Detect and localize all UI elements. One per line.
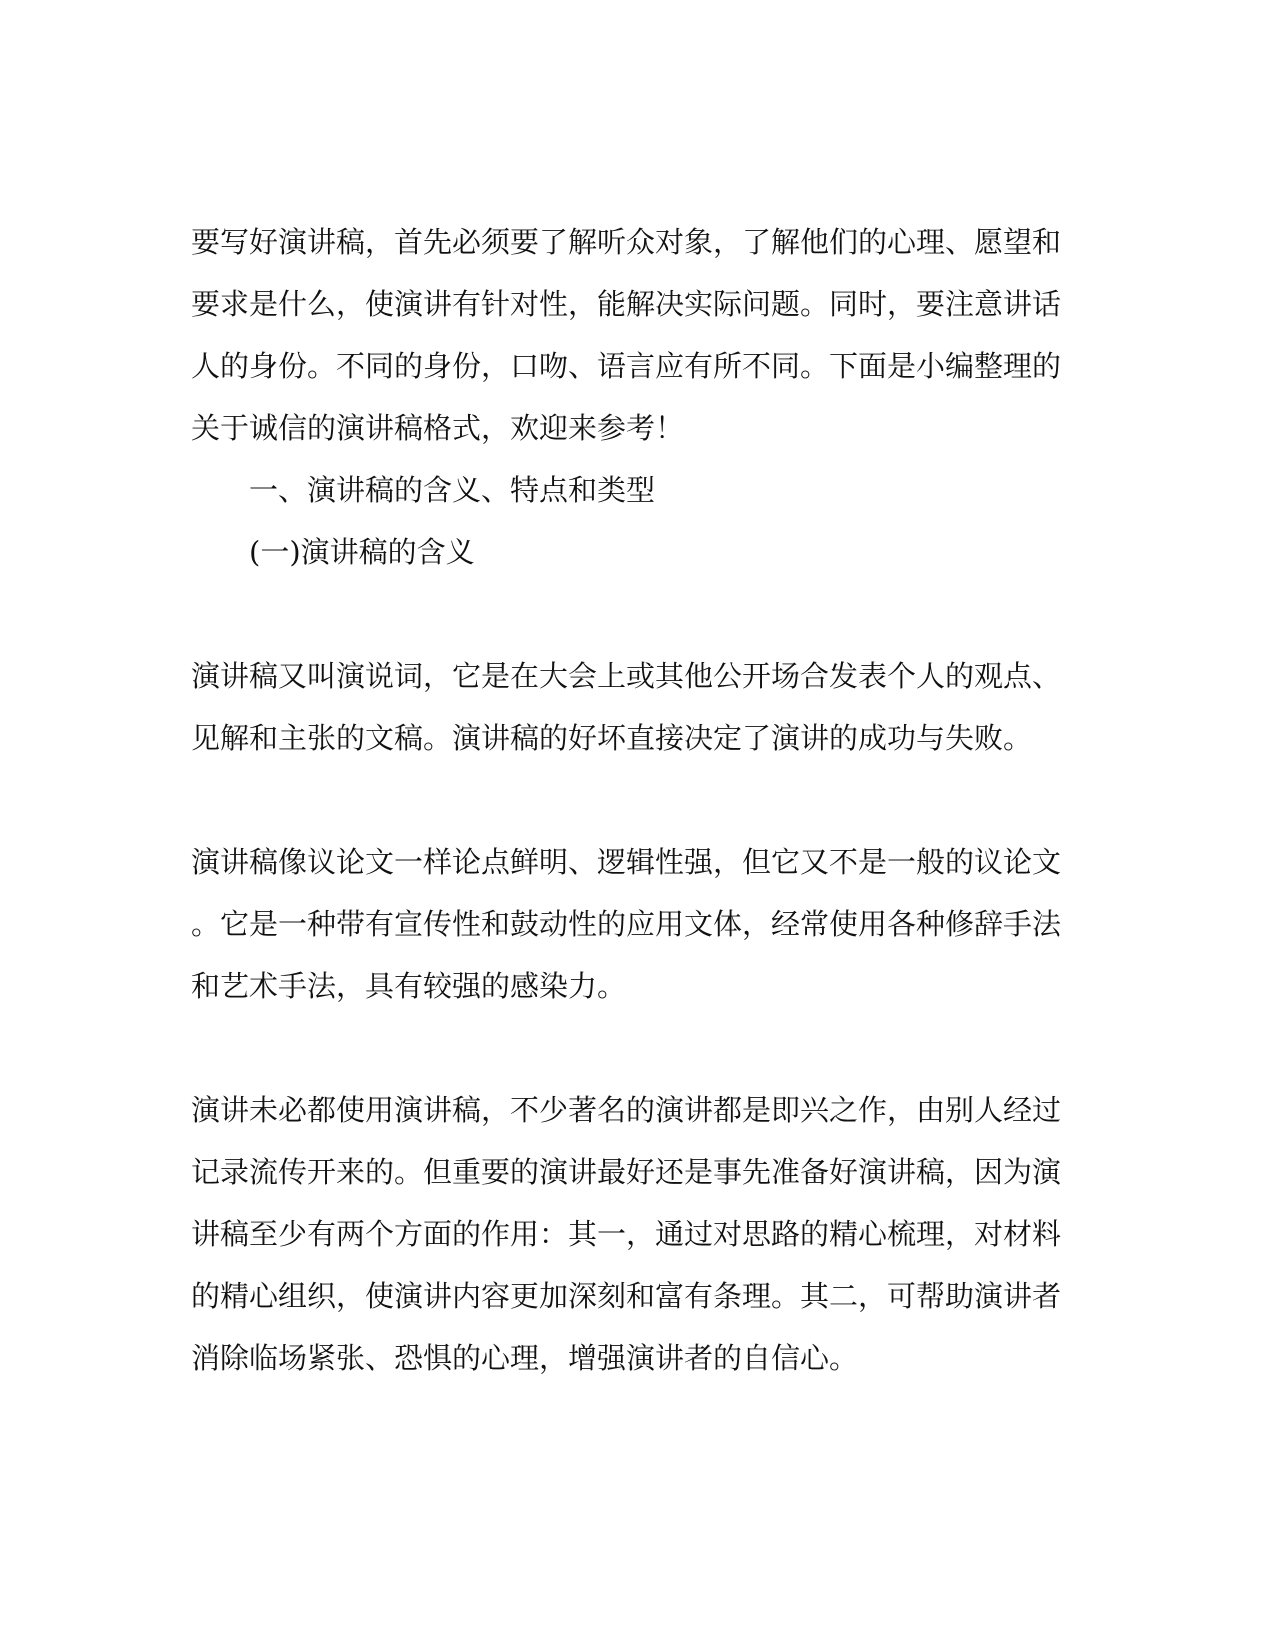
- paragraph-line: 的精心组织，使演讲内容更加深刻和富有条理。其二，可帮助演讲者: [191, 1279, 1062, 1313]
- paragraph-line: 消除临场紧张、恐惧的心理，增强演讲者的自信心。: [191, 1341, 859, 1375]
- paragraph-line: 演讲未必都使用演讲稿，不少著名的演讲都是即兴之作，由别人经过: [191, 1093, 1062, 1127]
- intro-line: 关于诚信的演讲稿格式，欢迎来参考！: [191, 411, 685, 445]
- paragraph-line: 讲稿至少有两个方面的作用：其一，通过对思路的精心梳理，对材料: [191, 1217, 1062, 1251]
- intro-line: 人的身份。不同的身份，口吻、语言应有所不同。下面是小编整理的: [191, 349, 1062, 383]
- paragraph-line: 记录流传开来的。但重要的演讲最好还是事先准备好演讲稿，因为演: [191, 1155, 1062, 1189]
- paragraph-line: 演讲稿像议论文一样论点鲜明、逻辑性强，但它又不是一般的议论文: [191, 845, 1062, 879]
- paragraph-line: 。它是一种带有宣传性和鼓动性的应用文体，经常使用各种修辞手法: [191, 907, 1062, 941]
- intro-line: 要求是什么，使演讲有针对性，能解决实际问题。同时，要注意讲话: [191, 287, 1062, 321]
- paragraph-line: 和艺术手法，具有较强的感染力。: [191, 969, 627, 1003]
- subsection-heading: (一)演讲稿的含义: [249, 535, 475, 569]
- paragraph-line: 见解和主张的文稿。演讲稿的好坏直接决定了演讲的成功与失败。: [191, 721, 1033, 755]
- section-heading: 一、演讲稿的含义、特点和类型: [249, 473, 656, 507]
- intro-line: 要写好演讲稿，首先必须要了解听众对象，了解他们的心理、愿望和: [191, 225, 1062, 259]
- paragraph-line: 演讲稿又叫演说词，它是在大会上或其他公开场合发表个人的观点、: [191, 659, 1062, 693]
